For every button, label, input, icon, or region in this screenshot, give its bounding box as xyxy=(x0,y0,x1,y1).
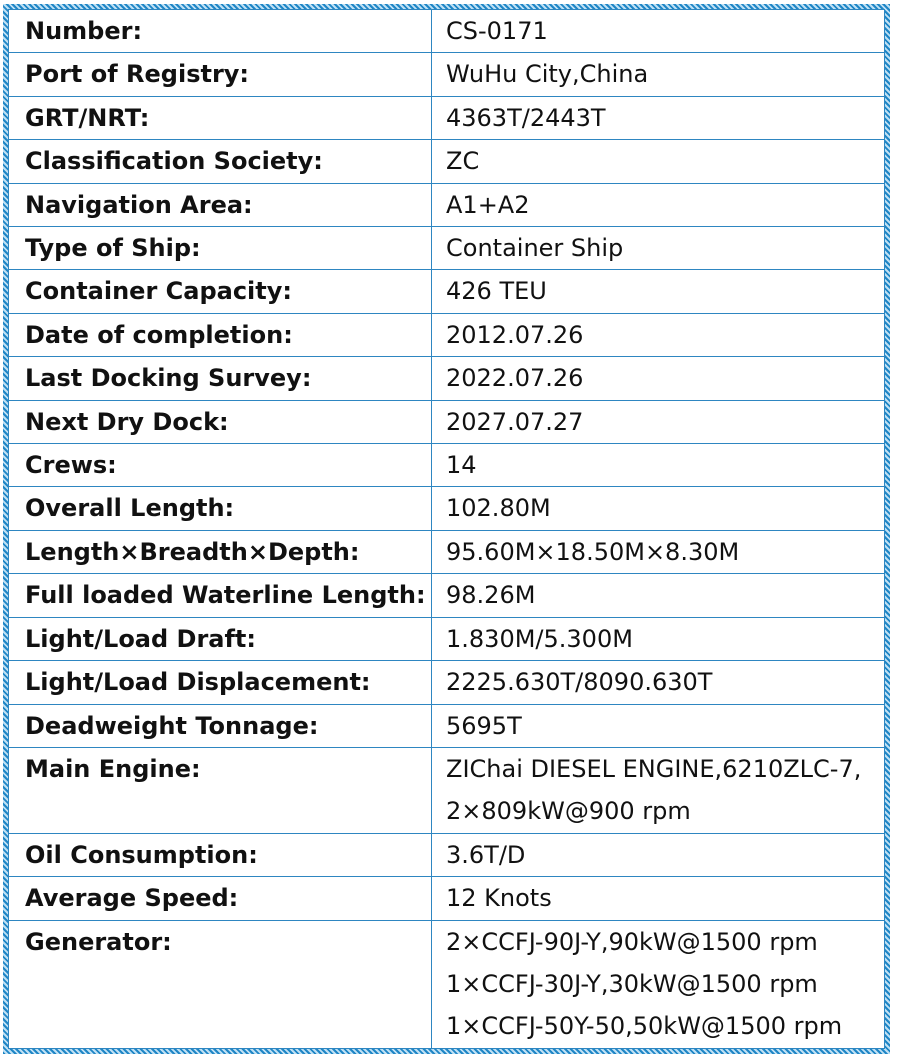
row-label: Average Speed: xyxy=(9,877,432,920)
row-value xyxy=(432,357,885,400)
table-row xyxy=(9,574,885,617)
row-value xyxy=(432,400,885,443)
value-line: A1+A2 xyxy=(446,190,530,219)
row-label: Crews: xyxy=(9,444,432,487)
row-value xyxy=(432,10,885,53)
row-value xyxy=(432,270,885,313)
table-row xyxy=(9,357,885,400)
table-row xyxy=(9,227,885,270)
row-label: Next Dry Dock: xyxy=(9,400,432,443)
value-line: 1×CCFJ-50Y-50,50kW@1500 rpm xyxy=(446,1011,843,1040)
row-label: Port of Registry: xyxy=(9,53,432,96)
value-line: 4363T/2443T xyxy=(446,103,606,132)
value-line: Container Ship xyxy=(446,234,624,263)
table-row xyxy=(9,704,885,747)
value-line: WuHu City,China xyxy=(446,60,649,89)
table-row xyxy=(9,96,885,139)
value-line: CS-0171 xyxy=(446,17,548,45)
value-line: 2×809kW@900 rpm xyxy=(446,796,691,825)
value-line: ZIChai DIESEL ENGINE,6210ZLC-7, xyxy=(446,754,862,783)
row-label: Classification Society: xyxy=(9,140,432,183)
value-line: 2225.630T/8090.630T xyxy=(446,668,713,697)
row-label: Type of Ship: xyxy=(9,227,432,270)
value-line: 98.26M xyxy=(446,581,536,610)
table-row xyxy=(9,400,885,443)
value-line: 426 TEU xyxy=(446,277,547,306)
table-row xyxy=(9,313,885,356)
row-value xyxy=(432,530,885,573)
row-value xyxy=(432,53,885,96)
row-value xyxy=(432,574,885,617)
row-value xyxy=(432,747,885,833)
value-line: 102.80M xyxy=(446,494,551,523)
row-value xyxy=(432,96,885,139)
row-label: GRT/NRT: xyxy=(9,96,432,139)
row-value xyxy=(432,444,885,487)
table-row xyxy=(9,270,885,313)
row-value xyxy=(432,487,885,530)
row-label: Full loaded Waterline Length: xyxy=(9,574,432,617)
row-value xyxy=(432,227,885,270)
ship-specification-table xyxy=(8,9,885,1049)
row-value xyxy=(432,661,885,704)
row-label: Date of completion: xyxy=(9,313,432,356)
row-label: Light/Load Displacement: xyxy=(9,661,432,704)
row-value xyxy=(432,140,885,183)
row-label: Generator: xyxy=(9,920,432,1048)
row-value xyxy=(432,833,885,876)
table-row xyxy=(9,140,885,183)
table-row xyxy=(9,530,885,573)
row-label: Navigation Area: xyxy=(9,183,432,226)
table-row xyxy=(9,183,885,226)
table-row xyxy=(9,617,885,660)
spec-table-body xyxy=(9,10,885,1049)
value-line: 12 Knots xyxy=(446,884,552,913)
row-label: Last Docking Survey: xyxy=(9,357,432,400)
value-line: 3.6T/D xyxy=(446,840,526,869)
value-line: ZC xyxy=(446,147,480,176)
table-row xyxy=(9,920,885,1048)
table-row xyxy=(9,661,885,704)
table-frame xyxy=(3,4,890,1054)
value-line: 2012.07.26 xyxy=(446,320,584,349)
table-row xyxy=(9,747,885,833)
row-value xyxy=(432,877,885,920)
value-line: 2027.07.27 xyxy=(446,407,584,436)
value-line: 1×CCFJ-30J-Y,30kW@1500 rpm xyxy=(446,969,818,998)
row-value xyxy=(432,920,885,1048)
value-line: 14 xyxy=(446,451,477,480)
value-line: 2022.07.26 xyxy=(446,364,584,393)
row-label: Container Capacity: xyxy=(9,270,432,313)
table-row xyxy=(9,444,885,487)
row-label: Oil Consumption: xyxy=(9,833,432,876)
row-value xyxy=(432,704,885,747)
table-row xyxy=(9,487,885,530)
table-row xyxy=(9,833,885,876)
row-label: Number: xyxy=(9,10,432,53)
value-line: 2×CCFJ-90J-Y,90kW@1500 rpm xyxy=(446,927,818,956)
value-line: 1.830M/5.300M xyxy=(446,624,633,653)
row-value xyxy=(432,617,885,660)
row-label: Light/Load Draft: xyxy=(9,617,432,660)
row-label: Length×Breadth×Depth: xyxy=(9,530,432,573)
row-label: Main Engine: xyxy=(9,747,432,833)
row-value xyxy=(432,313,885,356)
row-label: Overall Length: xyxy=(9,487,432,530)
table-row xyxy=(9,877,885,920)
table-row xyxy=(9,10,885,53)
row-label: Deadweight Tonnage: xyxy=(9,704,432,747)
value-line: 5695T xyxy=(446,711,522,740)
row-value xyxy=(432,183,885,226)
value-line: 95.60M×18.50M×8.30M xyxy=(446,537,740,566)
table-row xyxy=(9,53,885,96)
